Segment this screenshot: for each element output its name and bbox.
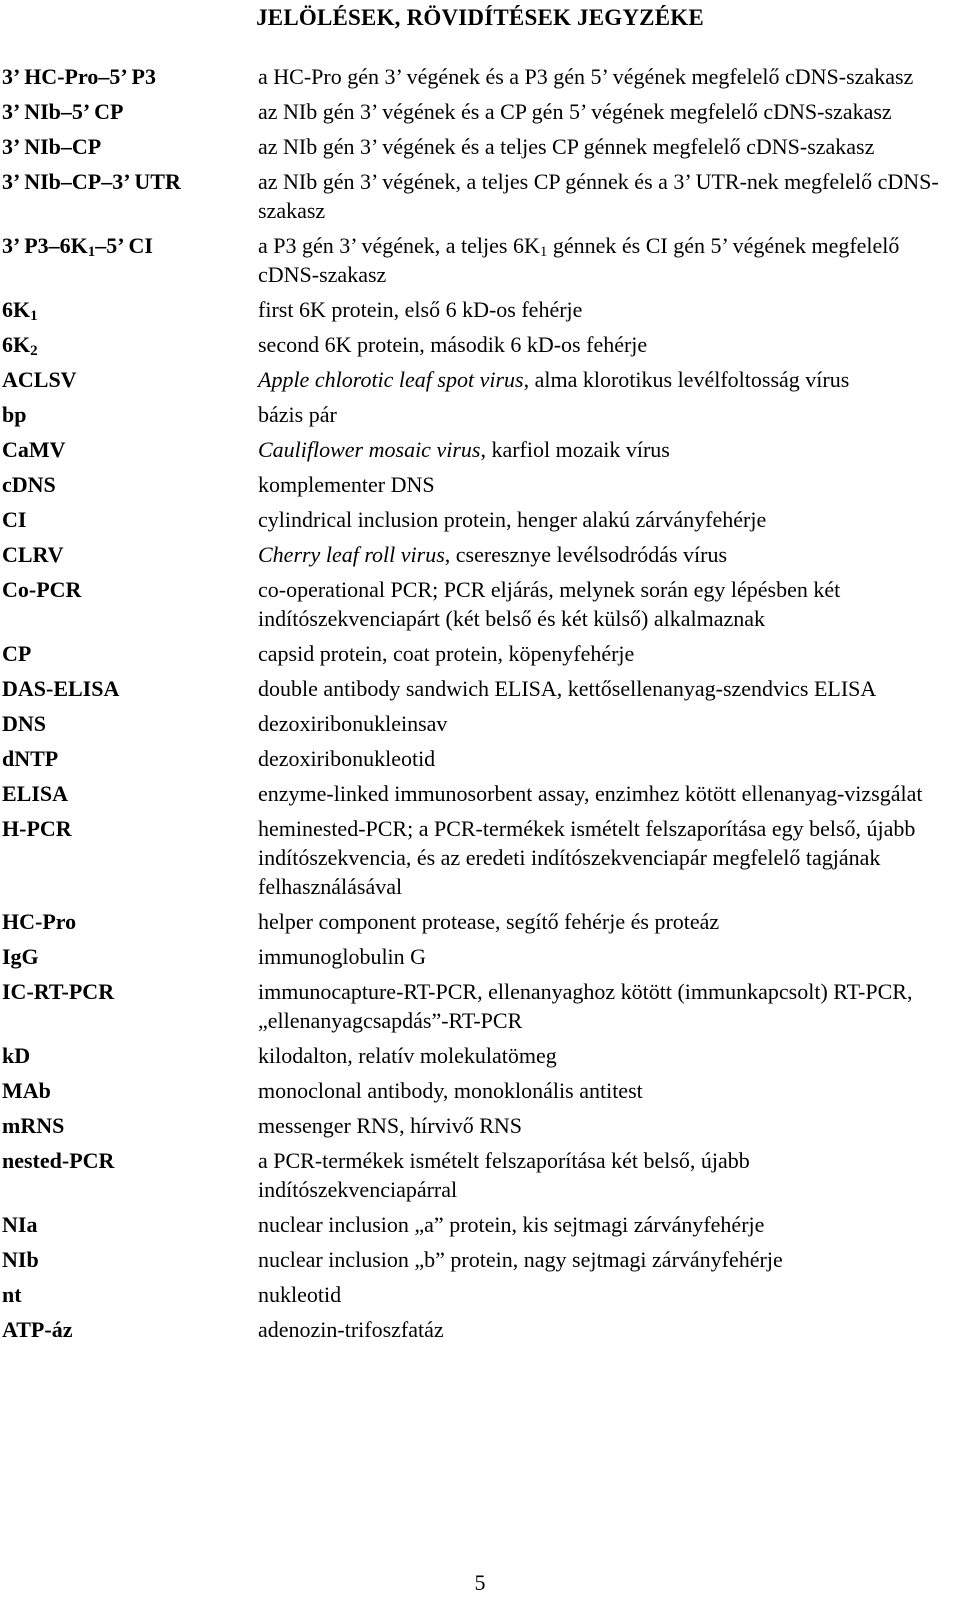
- abbreviation-definition: [258, 1111, 960, 1140]
- text-segment: messenger RNS, hírvivő RNS: [258, 1113, 522, 1138]
- abbreviation-entry: [0, 1245, 960, 1274]
- text-segment: mRNS: [2, 1113, 65, 1138]
- text-segment: enzyme-linked immunosorbent assay, enzimhez kötött ellenanyag-vizsgálat: [258, 781, 923, 806]
- abbreviation-definition: [258, 709, 960, 738]
- abbreviation-definition: [258, 365, 960, 394]
- abbreviation-definition: [258, 942, 960, 971]
- text-segment: kD: [2, 1043, 31, 1068]
- abbreviation-entry: [0, 907, 960, 936]
- subscript: 1: [87, 244, 96, 260]
- abbreviation-term: [0, 365, 258, 394]
- abbreviation-definition: [258, 814, 960, 901]
- abbreviation-definition: [258, 1146, 960, 1204]
- text-segment: ATP-áz: [2, 1317, 73, 1342]
- subscript: 2: [30, 343, 38, 359]
- text-segment: HC-Pro: [2, 909, 77, 934]
- text-segment: cDNS: [2, 472, 56, 497]
- abbreviation-entry: [0, 639, 960, 668]
- text-segment: komplementer DNS: [258, 472, 435, 497]
- text-segment: second 6K protein, második 6 kD-os fehérje: [258, 332, 648, 357]
- abbreviation-definition: [258, 62, 960, 91]
- abbreviation-term: [0, 575, 258, 604]
- text-segment: CP: [2, 641, 32, 666]
- page-number: 5: [474, 1570, 486, 1595]
- abbreviation-entry: [0, 1041, 960, 1070]
- abbreviation-entry: [0, 97, 960, 126]
- abbreviation-term: [0, 1315, 258, 1344]
- abbreviation-term: [0, 674, 258, 703]
- abbreviation-definition: [258, 435, 960, 464]
- text-segment: nt: [2, 1282, 22, 1307]
- abbreviation-entry: [0, 231, 960, 289]
- abbreviation-entry: [0, 814, 960, 901]
- text-segment: a HC-Pro gén 3’ végének és a P3 gén 5’ végének megfelelő cDNS-szakasz: [258, 64, 914, 89]
- text-segment: CaMV: [2, 437, 66, 462]
- abbreviation-term: [0, 1245, 258, 1274]
- abbreviation-entry: [0, 295, 960, 324]
- page-title: JELÖLÉSEK, RÖVIDÍTÉSEK JEGYZÉKE: [256, 5, 704, 30]
- abbreviation-term: [0, 97, 258, 126]
- abbreviation-term: [0, 779, 258, 808]
- abbreviation-term: [0, 167, 258, 196]
- text-segment: nukleotid: [258, 1282, 342, 1307]
- text-segment: 3’ NIb–CP: [2, 134, 102, 159]
- text-segment: capsid protein, coat protein, köpenyfehérje: [258, 641, 635, 666]
- abbreviation-entry: [0, 575, 960, 633]
- abbreviation-definition: [258, 1280, 960, 1309]
- abbreviation-definition: [258, 330, 960, 359]
- abbreviation-term: [0, 639, 258, 668]
- text-segment: H-PCR: [2, 816, 72, 841]
- text-segment: heminested-PCR; a PCR-termékek ismételt felszaporítása egy belső, újabb indítószekvencia, és az eredeti indítószekvenciapár megfelelő tagjának felhasználásával: [258, 816, 916, 899]
- subscript: 1: [539, 244, 548, 260]
- abbreviation-entry: [0, 709, 960, 738]
- abbreviation-term: [0, 942, 258, 971]
- text-segment: 3’ NIb–CP–3’ UTR: [2, 169, 181, 194]
- text-segment: 6K: [2, 297, 31, 322]
- abbreviation-definition: [258, 674, 960, 703]
- text-segment: co-operational PCR; PCR eljárás, melynek során egy lépésben két indítószekvenciapárt (két belső és két külső) alkalmaznak: [258, 577, 841, 631]
- text-segment: NIa: [2, 1212, 38, 1237]
- italic-text: Cauliflower mosaic virus: [258, 437, 481, 462]
- abbreviation-term: [0, 540, 258, 569]
- abbreviation-entry: [0, 470, 960, 499]
- text-segment: double antibody sandwich ELISA, kettősellenanyag-szendvics ELISA: [258, 676, 877, 701]
- abbreviation-entry: [0, 977, 960, 1035]
- text-segment: dezoxiribonukleinsav: [258, 711, 448, 736]
- text-segment: Co-PCR: [2, 577, 82, 602]
- text-segment: nuclear inclusion „a” protein, kis sejtmagi zárványfehérje: [258, 1212, 765, 1237]
- text-segment: kilodalton, relatív molekulatömeg: [258, 1043, 557, 1068]
- abbreviation-definition: [258, 470, 960, 499]
- abbreviation-definition: [258, 540, 960, 569]
- abbreviation-term: [0, 1280, 258, 1309]
- abbreviation-entry: [0, 167, 960, 225]
- text-segment: 3’ P3–6K: [2, 233, 88, 258]
- abbreviation-entry: [0, 62, 960, 91]
- abbreviation-entry: [0, 779, 960, 808]
- abbreviation-definition: [258, 295, 960, 324]
- abbreviation-entry: [0, 435, 960, 464]
- text-segment: ELISA: [2, 781, 69, 806]
- abbreviation-term: [0, 1111, 258, 1140]
- text-segment: dezoxiribonukleotid: [258, 746, 436, 771]
- text-segment: cylindrical inclusion protein, henger alakú zárványfehérje: [258, 507, 767, 532]
- abbreviation-definition: [258, 1315, 960, 1344]
- abbreviation-entry: [0, 540, 960, 569]
- text-segment: helper component protease, segítő fehérje és proteáz: [258, 909, 720, 934]
- text-segment: ACLSV: [2, 367, 77, 392]
- abbreviation-term: [0, 1210, 258, 1239]
- text-segment: DAS-ELISA: [2, 676, 120, 701]
- abbreviation-entry: [0, 1076, 960, 1105]
- text-segment: a P3 gén 3’ végének, a teljes 6K: [258, 233, 540, 258]
- text-segment: bp: [2, 402, 27, 427]
- subscript: 1: [30, 308, 38, 324]
- abbreviation-definition: [258, 1210, 960, 1239]
- abbreviation-entry: [0, 1280, 960, 1309]
- abbreviation-term: [0, 907, 258, 936]
- text-segment: dNTP: [2, 746, 59, 771]
- text-segment: , karfiol mozaik vírus: [480, 437, 670, 462]
- text-segment: , alma klorotikus levélfoltosság vírus: [523, 367, 850, 392]
- abbreviation-term: [0, 132, 258, 161]
- abbreviation-definition: [258, 779, 960, 808]
- text-segment: az NIb gén 3’ végének és a teljes CP génnek megfelelő cDNS-szakasz: [258, 134, 875, 159]
- text-segment: bázis pár: [258, 402, 337, 427]
- abbreviation-definition: [258, 1041, 960, 1070]
- abbreviation-definition: [258, 977, 960, 1035]
- abbreviation-term: [0, 1076, 258, 1105]
- abbreviation-definition: [258, 400, 960, 429]
- abbreviation-term: [0, 1146, 258, 1175]
- text-segment: 6K: [2, 332, 31, 357]
- text-segment: az NIb gén 3’ végének, a teljes CP génnek és a 3’ UTR-nek megfelelő cDNS-szakasz: [258, 169, 939, 223]
- abbreviation-term: [0, 295, 258, 324]
- abbreviation-definition: [258, 1245, 960, 1274]
- text-segment: –5’ CI: [95, 233, 153, 258]
- abbreviation-entry: [0, 1146, 960, 1204]
- text-segment: a PCR-termékek ismételt felszaporítása két belső, újabb indítószekvenciapárral: [258, 1148, 750, 1202]
- text-segment: monoclonal antibody, monoklonális antitest: [258, 1078, 643, 1103]
- text-segment: DNS: [2, 711, 47, 736]
- abbreviation-entry: [0, 1210, 960, 1239]
- text-segment: NIb: [2, 1247, 39, 1272]
- abbreviation-definition: [258, 907, 960, 936]
- abbreviation-term: [0, 814, 258, 843]
- abbreviation-entry: [0, 330, 960, 359]
- abbreviation-entry: [0, 132, 960, 161]
- abbreviation-term: [0, 330, 258, 359]
- abbreviation-definition: [258, 167, 960, 225]
- abbreviation-term: [0, 744, 258, 773]
- abbreviation-entry: [0, 1111, 960, 1140]
- abbreviation-entry: [0, 744, 960, 773]
- abbreviation-term: [0, 1041, 258, 1070]
- text-segment: nuclear inclusion „b” protein, nagy sejtmagi zárványfehérje: [258, 1247, 783, 1272]
- text-segment: immunoglobulin G: [258, 944, 427, 969]
- abbreviation-entry: [0, 400, 960, 429]
- abbreviation-entry: [0, 365, 960, 394]
- text-segment: 3’ NIb–5’ CP: [2, 99, 124, 124]
- abbreviation-entry: [0, 505, 960, 534]
- text-segment: nested-PCR: [2, 1148, 115, 1173]
- abbreviation-entry: [0, 674, 960, 703]
- abbreviation-definition: [258, 639, 960, 668]
- text-segment: 3’ HC-Pro–5’ P3: [2, 64, 156, 89]
- abbreviation-definition: [258, 97, 960, 126]
- italic-text: Cherry leaf roll virus: [258, 542, 445, 567]
- abbreviation-entry: [0, 942, 960, 971]
- abbreviation-term: [0, 505, 258, 534]
- abbreviation-definition: [258, 132, 960, 161]
- abbreviation-list: [0, 62, 960, 1350]
- text-segment: IgG: [2, 944, 39, 969]
- text-segment: immunocapture-RT-PCR, ellenanyaghoz kötött (immunkapcsolt) RT-PCR, „ellenanyagcsapdás”-RT-PCR: [258, 979, 913, 1033]
- text-segment: IC-RT-PCR: [2, 979, 115, 1004]
- text-segment: MAb: [2, 1078, 51, 1103]
- text-segment: az NIb gén 3’ végének és a CP gén 5’ végének megfelelő cDNS-szakasz: [258, 99, 892, 124]
- abbreviation-definition: [258, 575, 960, 633]
- abbreviation-term: [0, 400, 258, 429]
- text-segment: CLRV: [2, 542, 64, 567]
- abbreviation-term: [0, 435, 258, 464]
- abbreviation-term: [0, 62, 258, 91]
- abbreviation-definition: [258, 1076, 960, 1105]
- italic-text: Apple chlorotic leaf spot virus: [258, 367, 524, 392]
- abbreviation-term: [0, 709, 258, 738]
- text-segment: CI: [2, 507, 27, 532]
- text-segment: adenozin-trifoszfatáz: [258, 1317, 444, 1342]
- abbreviation-term: [0, 977, 258, 1006]
- text-segment: first 6K protein, első 6 kD-os fehérje: [258, 297, 583, 322]
- abbreviation-term: [0, 470, 258, 499]
- abbreviation-entry: [0, 1315, 960, 1344]
- abbreviation-definition: [258, 744, 960, 773]
- text-segment: génnek és CI gén 5’ végének megfelelő cDNS-szakasz: [258, 233, 900, 287]
- abbreviation-term: [0, 231, 258, 260]
- abbreviation-definition: [258, 231, 960, 289]
- text-segment: , cseresznye levélsodródás vírus: [444, 542, 728, 567]
- abbreviation-definition: [258, 505, 960, 534]
